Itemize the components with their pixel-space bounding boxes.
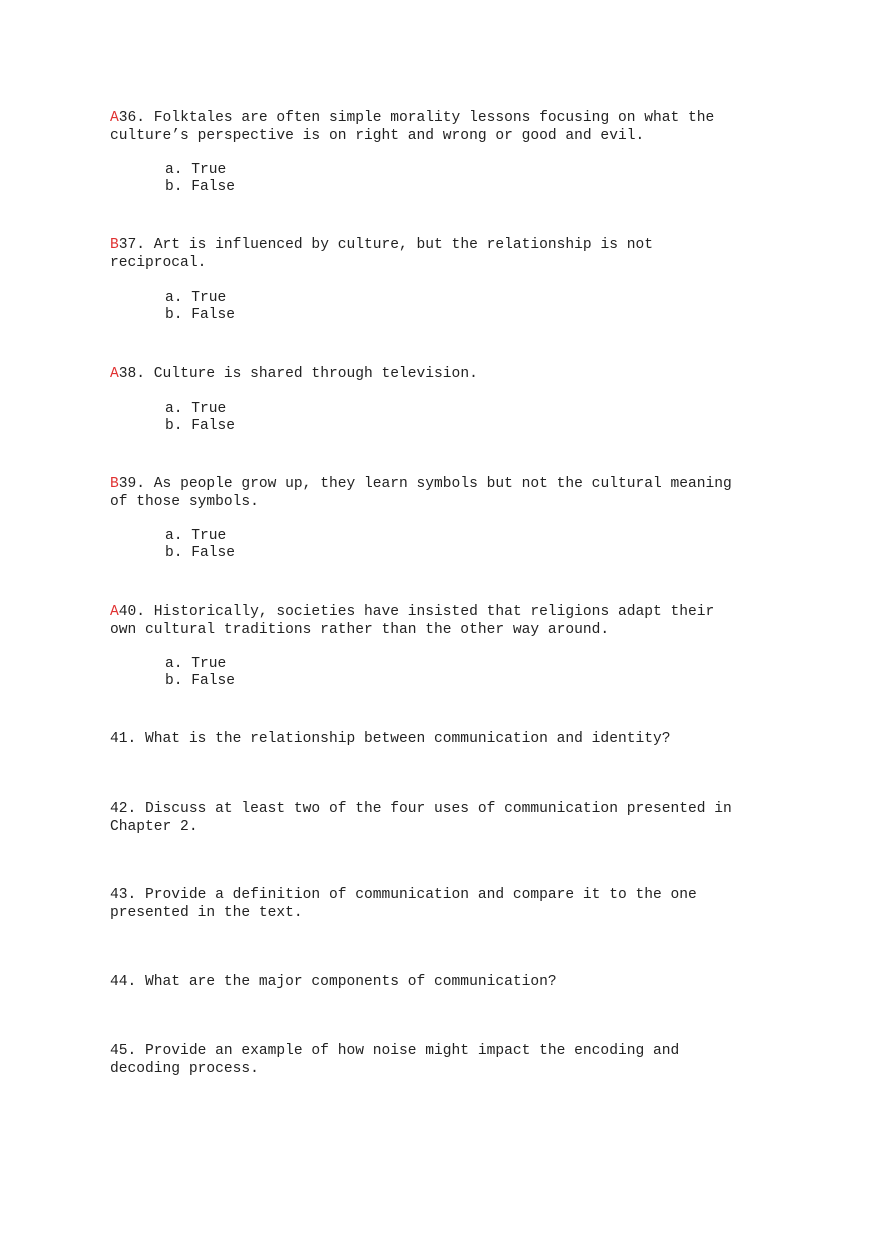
answer-key: A — [110, 604, 119, 620]
question-number: 36 — [118, 110, 137, 126]
question-36 — [110, 110, 790, 145]
question-45: 45. Provide an example of how noise might impact the encoding and decoding process. — [110, 1043, 680, 1077]
option-a: a. True — [165, 290, 227, 306]
question-text: . Folktales are often simple morality lessons focusing on what the culture’s perspective is on right and wrong or good and evil. — [110, 110, 715, 144]
question-44: 44. What are the major components of communication? — [110, 974, 557, 990]
options-37 — [165, 290, 235, 324]
answer-key: A — [110, 110, 119, 126]
options-39 — [165, 528, 235, 562]
question-41: 41. What is the relationship between communication and identity? — [110, 731, 671, 747]
question-43: 43. Provide a definition of communication and compare it to the one presented in the text. — [110, 887, 697, 921]
question-38 — [110, 366, 790, 384]
options-40 — [165, 656, 235, 690]
option-a: a. True — [165, 401, 227, 417]
options-36 — [165, 162, 235, 196]
options-38 — [165, 401, 235, 435]
question-number: 40 — [118, 604, 137, 620]
option-b: b. False — [165, 179, 236, 195]
option-a: a. True — [165, 656, 227, 672]
question-number: 38 — [118, 366, 137, 382]
question-text: . As people grow up, they learn symbols but not the cultural meaning of those symbols. — [110, 476, 732, 510]
option-b: b. False — [165, 307, 236, 323]
answer-key: B — [110, 237, 119, 253]
option-b: b. False — [165, 673, 236, 689]
option-b: b. False — [165, 418, 236, 434]
question-39 — [110, 476, 790, 511]
question-40 — [110, 604, 790, 639]
option-a: a. True — [165, 162, 227, 178]
question-number: 37 — [118, 237, 137, 253]
question-42: 42. Discuss at least two of the four uses of communication presented in Chapter 2. — [110, 801, 732, 835]
question-text: . Art is influenced by culture, but the relationship is not reciprocal. — [110, 237, 653, 271]
question-37 — [110, 237, 790, 272]
question-text: . Historically, societies have insisted that religions adapt their own cultural traditions rather than the other way around. — [110, 604, 715, 638]
option-b: b. False — [165, 545, 236, 561]
question-number: 39 — [118, 476, 137, 492]
question-text: . Culture is shared through television. — [136, 366, 478, 382]
option-a: a. True — [165, 528, 227, 544]
answer-key: A — [110, 366, 119, 382]
answer-key: B — [110, 476, 119, 492]
